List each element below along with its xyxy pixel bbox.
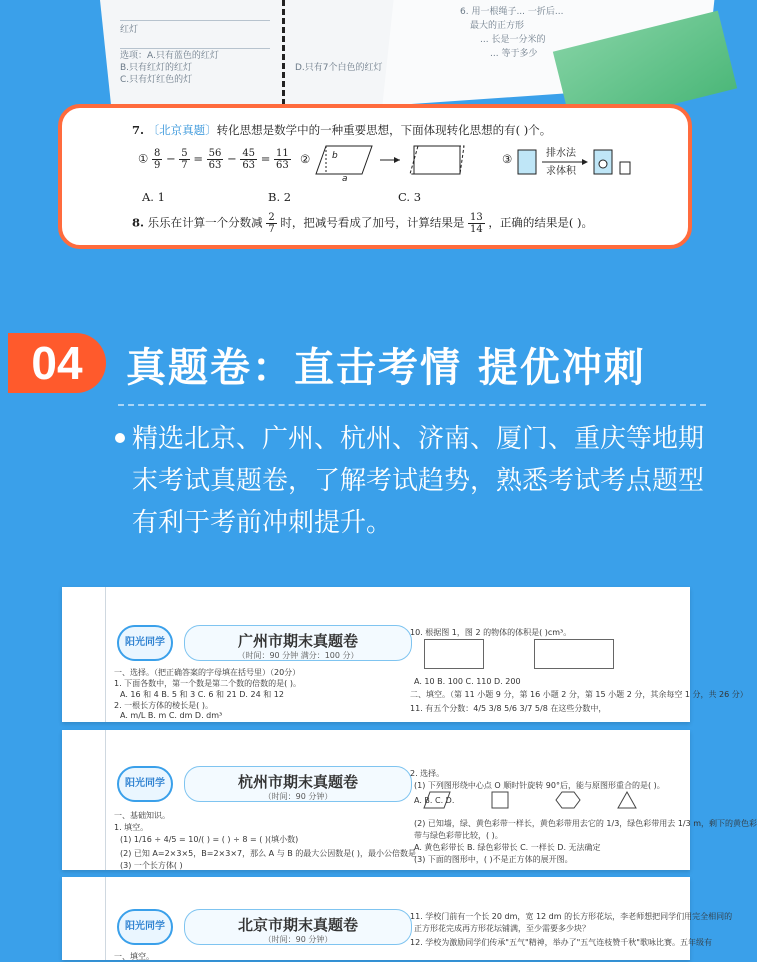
book-preview-image (0, 0, 750, 120)
fraction: $\frac{11}{63}$ (276, 148, 289, 171)
book-text: 选项：A.只有蓝色的红灯 (120, 51, 219, 61)
option-label: ① (138, 151, 149, 166)
fraction: $\frac{13}{14}$ (470, 212, 483, 235)
section-number-badge: 04 (8, 333, 106, 393)
paper-text: (1) 下列图形绕中心点 O 顺时针旋转 90°后，能与原图形重合的是( )。 (414, 781, 665, 790)
option-1: ① $\frac{8}{9}$ − $\frac{5}{7}$ = $\frac{56}{63}$ − $\frac{45}{63}$ = $\frac{11}{63}$ (138, 148, 289, 171)
option-2 (300, 152, 310, 166)
paper-title-box (184, 766, 412, 802)
choice-a: A. 1 (142, 190, 165, 204)
diagram-text-1: 排水法 (546, 148, 576, 159)
paper-text: 12. 学校为激励同学们传承"五气"精神，举办了"五气连枝赞千秋"歌咏比赛。五年级有 (410, 938, 712, 947)
label-a: a (342, 174, 348, 184)
fraction: $\frac{5}{7}$ (181, 148, 188, 171)
question-text: ，正确的结果是( )。 (488, 215, 594, 230)
exam-paper-hangzhou (62, 730, 757, 870)
option-label: ③ (502, 152, 513, 166)
paper-text: (2) 已知 A=2×3×5，B=2×3×7，那么 A 与 B 的最大公因数是( )，最小公倍数是 (120, 849, 417, 858)
paper-text: 1. 下面各数中，第一个数是第二个数的倍数的是( )。 (114, 679, 301, 688)
paper-text: 1. 填空。 (114, 823, 149, 832)
paper-text: A. B. C. D. (414, 796, 455, 805)
paper-text: 10. 根据图 1，图 2 的物体的体积是( )cm³。 (410, 628, 572, 637)
paper-subtitle: （时间：90 分钟） (263, 935, 333, 944)
paper-text: 11. 学校门前有一个长 20 dm，宽 12 dm 的长方形花坛，李老师想把同学们用完全相同的 (410, 912, 733, 921)
paper-text: 一、填空。 (114, 952, 154, 961)
brand-logo: 阳光同学 (117, 625, 173, 661)
paper-text: 带与绿色彩带比较，( )。 (414, 831, 503, 840)
paper-text: 11. 有五个分数：4/5 3/8 5/6 3/7 5/8 在这些分数中， (410, 704, 607, 713)
book-text: 红灯 (120, 25, 139, 35)
figure-2 (534, 639, 614, 669)
paper-title: 北京市期末真题卷 (237, 916, 358, 934)
book-spine (282, 0, 285, 105)
question-tag: 〔北京真题〕 (147, 123, 217, 137)
bullet-icon (115, 433, 125, 443)
brand-logo: 阳光同学 (117, 766, 173, 802)
paper-text: 2. 选择。 (410, 769, 445, 778)
choice-b: B. 2 (268, 190, 292, 204)
option-label: ② (300, 152, 311, 166)
book-text: D.只有7个白色的红灯 (295, 63, 383, 73)
dashed-divider (118, 404, 706, 406)
exam-paper-beijing (62, 877, 733, 961)
question-text: 乐乐在计算一个分数减 (147, 215, 263, 230)
question-card (58, 104, 692, 249)
diagram-text-2: 求体积 (546, 166, 576, 177)
paper-title-box (184, 909, 412, 945)
label-b: b (332, 151, 338, 161)
question-8 (132, 212, 593, 235)
paper-text: 一、基础知识。 (114, 811, 170, 820)
exam-paper-guangzhou (62, 587, 748, 722)
fraction: $\frac{8}{9}$ (153, 148, 161, 171)
fraction: $\frac{45}{63}$ (242, 148, 256, 171)
option-3 (502, 152, 512, 166)
paper-title: 广州市期末真题卷 (237, 632, 358, 650)
paper-text: A. 10 B. 100 C. 110 D. 200 (414, 677, 521, 686)
paper-text: (3) 下面的图形中，( )不是正方体的展开图。 (414, 855, 573, 864)
question-number: 7. (132, 123, 145, 137)
parallelogram-diagram (314, 144, 474, 184)
paper-margin (92, 587, 106, 722)
paper-margin (92, 877, 106, 960)
question-7 (132, 122, 551, 138)
paper-text: 正方形花完成再方形花坛铺满，至少需要多少块？ (414, 924, 590, 933)
book-text: C.只有灯红色的灯 (120, 75, 193, 85)
fraction: $\frac{2}{7}$ (268, 212, 275, 235)
paper-subtitle: （时间：90 分钟） (263, 792, 333, 801)
paper-text: A. 黄色彩带长 B. 绿色彩带长 C. 一样长 D. 无法确定 (414, 843, 601, 852)
paper-text: 一、选择。（把正确答案的字母填在括号里）（20分） (114, 668, 301, 677)
question-text: 时，把减号看成了加号，计算结果是 (280, 215, 465, 230)
paper-text: (3) 一个长方体( ) (120, 861, 183, 870)
paper-text: 二、填空。（第 11 小题 9 分，第 16 小题 2 分，第 15 小题 2 分，其余每空 1 分，共 26 分） (410, 690, 748, 699)
book-text: ... 等于多少 (490, 49, 538, 59)
paper-title: 杭州市期末真题卷 (237, 773, 358, 791)
paper-text: A. 16 和 4 B. 5 和 3 C. 6 和 21 D. 24 和 12 (120, 690, 284, 699)
paper-text: (2) 已知墙，绿、黄色彩带一样长，黄色彩带用去它的 1/3，绿色彩带用去 1/3 m，剩下的黄色彩 (414, 819, 757, 828)
paper-text: 2. 一根长方体的棱长是( )。 (114, 701, 213, 710)
section-description: 精选北京、广州、杭州、济南、厦门、重庆等地期末考试真题卷，了解考试趋势，熟悉考试考点题型有利于考前冲刺提升。 (132, 424, 705, 538)
question-number: 8. (132, 215, 145, 230)
brand-logo: 阳光同学 (117, 909, 173, 945)
paper-text: A. m/L B. m C. dm D. dm³ (120, 711, 223, 720)
paper-title-box (184, 625, 412, 661)
paper-subtitle: （时间：90 分钟 满分：100 分） (237, 651, 359, 660)
shape-options (422, 790, 652, 812)
paper-margin (92, 730, 106, 870)
book-text: B.只有红灯的红灯 (120, 63, 193, 73)
figure-1 (424, 639, 484, 669)
fraction: $\frac{56}{63}$ (208, 148, 222, 171)
question-text: 转化思想是数学中的一种重要思想，下面体现转化思想的有( )个。 (216, 123, 552, 137)
book-text: 最大的正方形 (470, 21, 525, 31)
paper-text: (1) 1/16 ÷ 4/5 = 10/( ) = ( ) ÷ 8 = ( )(填小数) (120, 835, 299, 844)
choice-c: C. 3 (398, 190, 422, 204)
section-title: 真题卷：直击考情 提优冲刺 (126, 345, 646, 391)
book-text: ... 长是一分米的 (480, 35, 546, 45)
divider (120, 20, 270, 21)
water-displacement-diagram (516, 144, 666, 180)
book-text: 6. 用一根绳子... 一折后... (460, 7, 564, 17)
